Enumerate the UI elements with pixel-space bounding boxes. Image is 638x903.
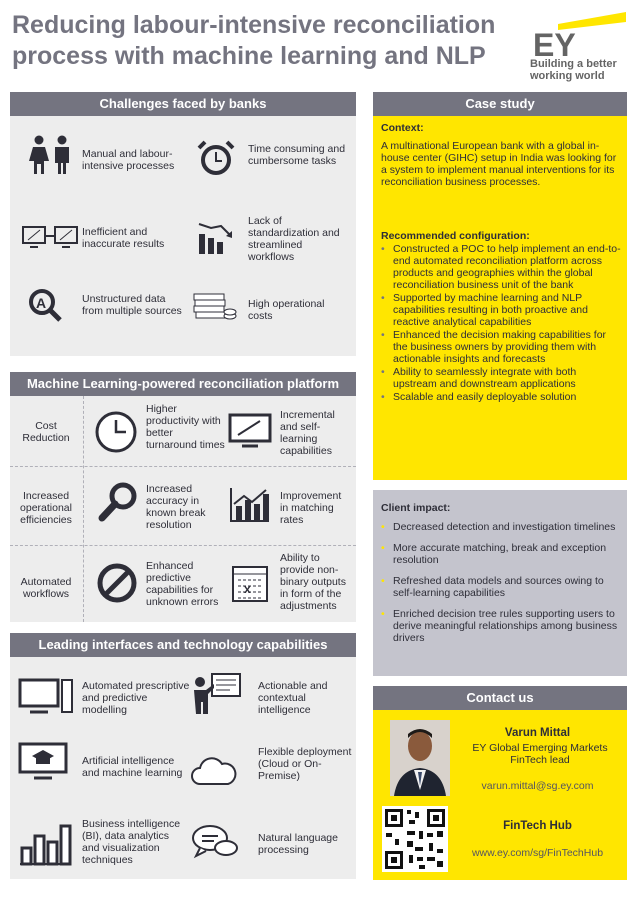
impact-list	[381, 521, 621, 653]
config-item: • Constructed a POC to help implement an end-to-end automated reconciliation platform across products and geographies within the global reconciliation business unit of the bank	[381, 243, 621, 291]
money-stack-icon	[192, 290, 238, 326]
monitors-icon	[22, 224, 78, 250]
ml-item-productivity: Higher productivity with better turnaround times	[146, 403, 225, 451]
interface-bi: Business intelligence (BI), data analytics and visualization techniques	[82, 818, 181, 866]
interface-ai: Artificial intelligence and machine learning	[82, 755, 183, 779]
speech-bubbles-icon	[190, 822, 240, 862]
interface-intelligence: Actionable and contextual intelligence	[258, 680, 328, 716]
impact-item: • Refreshed data models and sources owing to self-learning capabilities	[381, 575, 621, 599]
challenge-unstructured: Unstructured data from multiple sources	[82, 293, 182, 317]
challenge-manual: Manual and labour-intensive processes	[82, 148, 175, 172]
context-text: A multinational European bank with a global in-house center (GIHC) setup in India was looking for a system to implement manual interventions for its reconciliation business processes.	[381, 140, 617, 188]
people-icon	[28, 135, 74, 175]
interface-modelling: Automated prescriptive and predictive modelling	[82, 680, 190, 716]
impact-title: Client impact:	[381, 502, 451, 514]
presenter-icon	[190, 672, 242, 716]
impact-item: • More accurate matching, break and exception resolution	[381, 542, 621, 566]
avatar	[390, 720, 450, 796]
calculator-icon	[230, 564, 270, 604]
config-list	[381, 243, 621, 404]
interface-nlp: Natural language processing	[258, 832, 338, 856]
row-divider	[10, 545, 356, 546]
ml-row-label-cost: Cost Reduction	[22, 420, 70, 444]
hub-title: FinTech Hub	[503, 820, 572, 832]
challenge-time: Time consuming and cumbersome tasks	[248, 143, 346, 167]
challenges-header: Challenges faced by banks	[10, 92, 356, 116]
ml-item-accuracy: Increased accuracy in known break resolution	[146, 483, 206, 531]
config-item: • Supported by machine learning and NLP capabilities resulting in both proactive and reactive analytical capabilities	[381, 292, 621, 328]
magnifier-icon	[28, 288, 64, 324]
qr-code	[382, 806, 448, 872]
hub-link[interactable]: www.ey.com/sg/FinTechHub	[471, 847, 604, 859]
ml-item-matching: Improvement in matching rates	[280, 490, 342, 526]
challenge-inefficient: Inefficient and inaccurate results	[82, 226, 165, 250]
monitor-chart-icon	[228, 413, 272, 449]
svg-text:x: x	[244, 582, 251, 596]
ml-row-label-workflows: Automated workflows	[20, 576, 72, 600]
page-title: Reducing labour-intensive reconciliation process with machine learning and NLP	[12, 11, 496, 70]
ml-platform-header: Machine Learning-powered reconciliation platform	[10, 372, 356, 396]
prohibited-icon	[96, 562, 138, 604]
contact-email[interactable]: varun.mittal@sg.ey.com	[481, 780, 594, 792]
contact-role: EY Global Emerging Markets FinTech lead	[472, 742, 608, 766]
rising-chart-icon	[228, 486, 272, 524]
interfaces-header: Leading interfaces and technology capabilities	[10, 633, 356, 657]
wall-clock-icon	[94, 410, 138, 454]
alarm-clock-icon	[196, 140, 236, 176]
config-item: • Enhanced the decision making capabilities for the business owners by providing them with actionable insights and forecasts	[381, 329, 621, 365]
contact-header: Contact us	[373, 686, 627, 710]
declining-chart-icon	[196, 220, 236, 256]
ml-item-incremental: Incremental and self-learning capabilities	[280, 409, 335, 457]
svg-text:EY: EY	[533, 27, 576, 58]
impact-item: • Enriched decision tree rules supporting users to derive meaningful relationships among business drivers	[381, 608, 621, 644]
ml-item-nonbinary: Ability to provide non-binary outputs in form of the adjustments	[280, 552, 346, 612]
challenge-costs: High operational costs	[248, 298, 325, 322]
case-study-header: Case study	[373, 92, 627, 116]
graduation-monitor-icon	[18, 742, 68, 782]
computer-icon	[18, 676, 74, 716]
column-divider	[83, 396, 84, 622]
cloud-icon	[190, 756, 238, 786]
row-divider	[10, 466, 356, 467]
bar-chart-icon	[18, 822, 72, 866]
search-magnifier-icon	[98, 482, 138, 524]
contact-name: Varun Mittal	[504, 727, 571, 739]
context-title: Context:	[381, 122, 424, 134]
ml-item-predictive: Enhanced predictive capabilities for unknown errors	[146, 560, 219, 608]
config-item: • Ability to seamlessly integrate with both upstream and downstream applications	[381, 366, 621, 390]
challenge-standardization: Lack of standardization and streamlined workflows	[248, 215, 340, 263]
impact-item: • Decreased detection and investigation timelines	[381, 521, 621, 533]
interface-deployment: Flexible deployment (Cloud or On-Premise)	[258, 746, 352, 782]
ml-row-label-efficiency: Increased operational efficiencies	[20, 490, 72, 526]
ey-tagline: Building a better working world	[530, 58, 617, 82]
config-title: Recommended configuration:	[381, 230, 530, 242]
svg-text:A: A	[36, 295, 47, 311]
config-item: • Scalable and easily deployable solution	[381, 391, 621, 403]
